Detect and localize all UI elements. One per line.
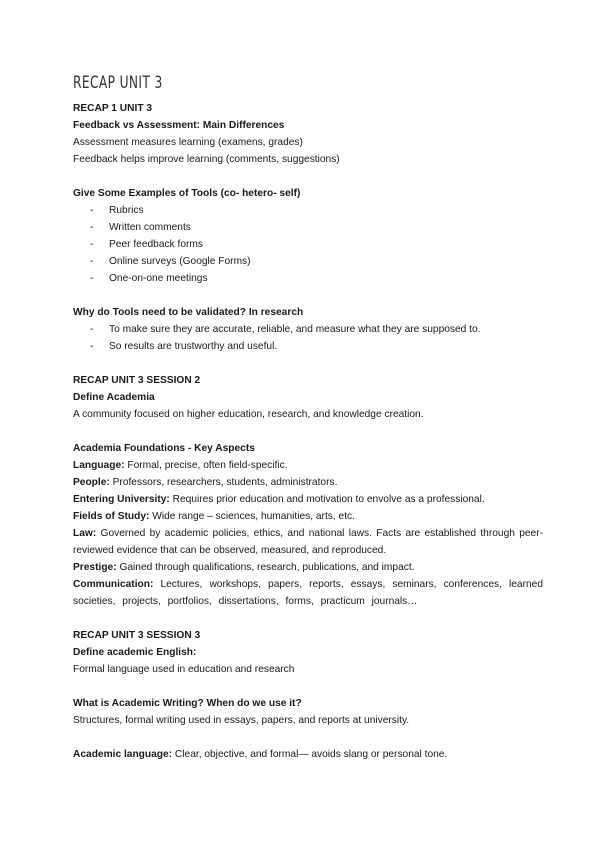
subheading: Feedback vs Assessment: Main Differences	[73, 120, 285, 131]
tools-list	[73, 202, 543, 287]
aspect-text: Professors, researchers, students, administrators.	[109, 477, 338, 488]
aspect-label: Communication:	[73, 579, 154, 590]
list-item: - Peer feedback forms	[73, 236, 543, 253]
aspect-communication	[73, 576, 543, 610]
term-text: Clear, objective, and formal— avoids slang or personal tone.	[172, 749, 448, 760]
aspect-label: People:	[73, 477, 110, 488]
text-line: Formal language used in education and research	[73, 664, 295, 675]
aspect-text: Lectures, workshops, papers, reports, essays, seminars, conferences, learned societies, projects, portfolios, dissertations, forms, practicum journals…	[73, 579, 543, 607]
section-heading: RECAP 1 UNIT 3	[73, 103, 153, 114]
document-page	[73, 70, 543, 763]
aspect-text: Governed by academic policies, ethics, and national laws. Facts are established through peer-reviewed evidence that can be observed, measured, and reproduced.	[73, 528, 543, 556]
subheading: Define academic English:	[73, 647, 197, 658]
text-line: Structures, formal writing used in essays, papers, and reports at university.	[73, 715, 410, 726]
aspect-text: Formal, precise, often field-specific.	[124, 460, 288, 471]
aspect-label: Entering University:	[73, 494, 170, 505]
subheading: Give Some Examples of Tools (co- hetero- self)	[73, 188, 301, 199]
term-label: Academic language:	[73, 749, 173, 760]
subheading: Why do Tools need to be validated? In research	[73, 307, 304, 318]
aspect-label: Prestige:	[73, 562, 117, 573]
aspect-language	[73, 457, 543, 474]
aspect-label: Language:	[73, 460, 125, 471]
text-line: Assessment measures learning (examens, grades)	[73, 137, 303, 148]
aspect-entering-university	[73, 491, 543, 508]
aspect-text: Requires prior education and motivation to envolve as a professional.	[169, 494, 485, 505]
list-item: - One-on-one meetings	[73, 270, 543, 287]
aspect-label: Law:	[73, 528, 97, 539]
validation-list	[73, 321, 543, 355]
text-line: A community focused on higher education, research, and knowledge creation.	[73, 409, 424, 420]
aspect-text: Gained through qualifications, research, publications, and impact.	[116, 562, 415, 573]
aspect-law	[73, 525, 543, 559]
aspect-text: Wide range – sciences, humanities, arts, etc.	[149, 511, 355, 522]
academic-language-line	[73, 746, 543, 763]
list-item: - So results are trustworthy and useful.	[73, 338, 543, 355]
aspect-label: Fields of Study:	[73, 511, 150, 522]
text-line: Feedback helps improve learning (comments, suggestions)	[73, 154, 340, 165]
aspect-fields-of-study	[73, 508, 543, 525]
aspect-people	[73, 474, 543, 491]
list-item: - Rubrics	[73, 202, 543, 219]
list-item: - To make sure they are accurate, reliable, and measure what they are supposed to.	[73, 321, 543, 338]
section-heading: RECAP UNIT 3 SESSION 3	[73, 630, 201, 641]
subheading: Define Academia	[73, 392, 155, 403]
section-heading: RECAP UNIT 3 SESSION 2	[73, 375, 201, 386]
list-item: - Online surveys (Google Forms)	[73, 253, 543, 270]
aspect-prestige	[73, 559, 543, 576]
list-item: - Written comments	[73, 219, 543, 236]
document-title: RECAP UNIT 3	[73, 73, 163, 93]
subheading: What is Academic Writing? When do we use it?	[73, 698, 302, 709]
subheading: Academia Foundations - Key Aspects	[73, 443, 255, 454]
